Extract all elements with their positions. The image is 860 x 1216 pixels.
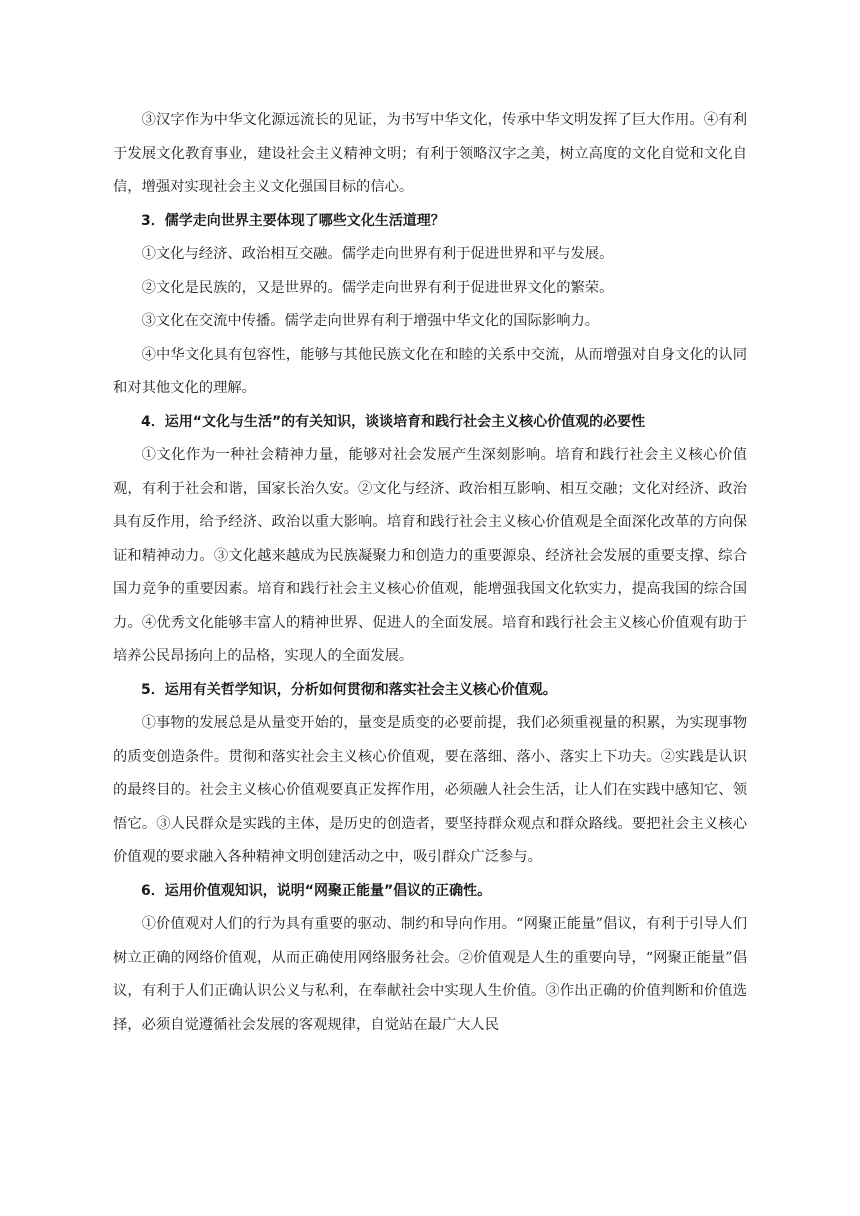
question-4-heading: 4．运用“文化与生活”的有关知识，谈谈培育和践行社会主义核心价值观的必要性 bbox=[141, 413, 646, 430]
paragraph-answer-2-part: ③汉字作为中华文化源远流长的见证，为书写中华文化，传承中华文明发挥了巨大作用。④有利于发展文化教育事业，建设社会主义精神文明；有利于领略汉字之美，树立高度的文化自觉和文化自信，增强对实现社会主义文化强国目标的信心。 bbox=[113, 112, 747, 195]
question-5-heading: 5．运用有关哲学知识，分析如何贯彻和落实社会主义核心价值观。 bbox=[141, 681, 557, 698]
paragraph-answer-3-item-1: ①文化与经济、政治相互交融。儒学走向世界有利于促进世界和平与发展。 bbox=[141, 246, 614, 262]
document-page bbox=[113, 104, 747, 1042]
paragraph-answer-3-item-4: ④中华文化具有包容性，能够与其他民族文化在和睦的关系中交流，从而增强对自身文化的认同和对其他文化的理解。 bbox=[113, 346, 747, 396]
paragraph-answer-3-item-2: ②文化是民族的，又是世界的。儒学走向世界有利于促进世界文化的繁荣。 bbox=[141, 279, 614, 296]
paragraph-answer-3-item-3: ③文化在交流中传播。儒学走向世界有利于增强中华文化的国际影响力。 bbox=[141, 313, 600, 329]
paragraph-answer-5: ①事物的发展总是从量变开始的，量变是质变的必要前提，我们必须重视量的积累，为实现事物的质变创造条件。贯彻和落实社会主义核心价值观，要在落细、落小、落实上下功夫。②实践是认识的最终目的。社会主义核心价值观要真正发挥作用，必须融人社会生活，让人们在实践中感知它、领悟它。③人民群众是实践的主体，是历史的创造者，要坚持群众观点和群众路线。要把社会主义核心价值观的要求融入各种精神文明创建活动之中，吸引群众广泛参与。 bbox=[113, 715, 747, 865]
paragraph-answer-6: ①价值观对人们的行为具有重要的驱动、制约和导向作用。“网聚正能量”倡议，有利于引导人们树立正确的网络价值观，从而正确使用网络服务社会。②价值观是人生的重要向导，“网聚正能量”倡议，有利于人们正确认识公义与私利，在奉献社会中实现人生价值。③作出正确的价值判断和价值选择，必须自觉遵循社会发展的客观规律，自觉站在最广大人民 bbox=[113, 916, 747, 1033]
question-6-heading: 6．运用价值观知识，说明“网聚正能量”倡议的正确性。 bbox=[141, 882, 492, 899]
paragraph-answer-4: ①文化作为一种社会精神力量，能够对社会发展产生深刻影响。培育和践行社会主义核心价值观，有利于社会和谐，国家长治久安。②文化与经济、政治相互影响、相互交融；文化对经济、政治具有反作用，给予经济、政治以重大影响。培育和践行社会主义核心价值观是全面深化改革的方向保证和精神动力。③文化越来越成为民族凝聚力和创造力的重要源泉、经济社会发展的重要支撑、综合国力竞争的重要因素。培育和践行社会主义核心价值观，能增强我国文化软实力，提高我国的综合国力。④优秀文化能够丰富人的精神世界、促进人的全面发展。培育和践行社会主义核心价值观有助于培养公民昂扬向上的品格，实现人的全面发展。 bbox=[113, 447, 747, 664]
question-3-heading: 3．儒学走向世界主要体现了哪些文化生活道理？ bbox=[141, 212, 445, 229]
